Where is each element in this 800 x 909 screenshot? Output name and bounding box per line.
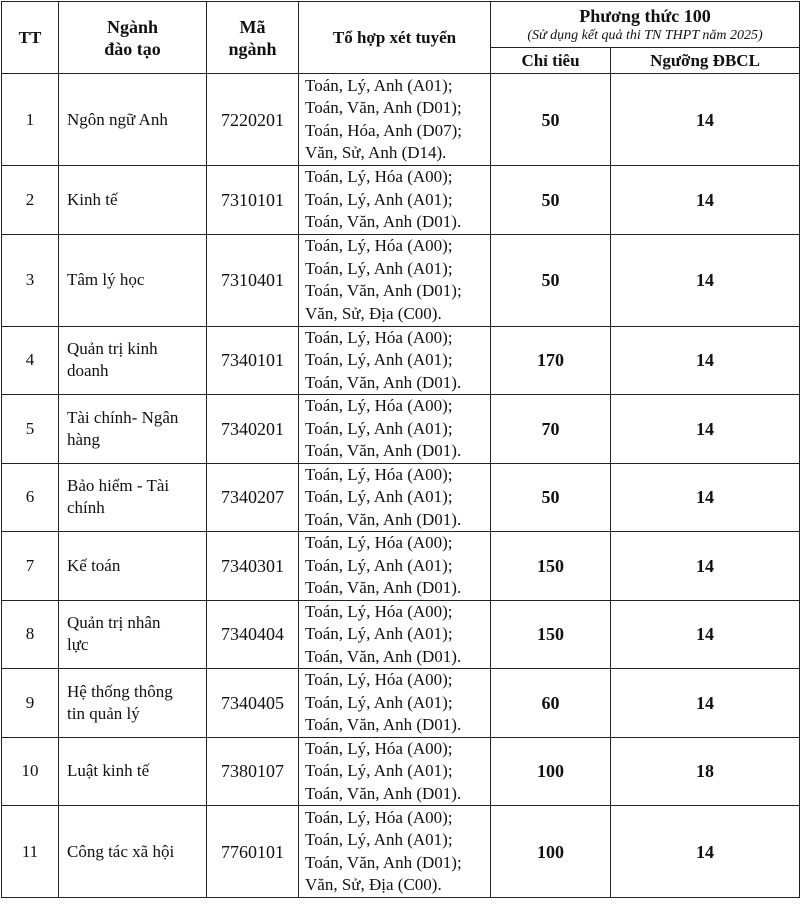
table-row [2, 669, 800, 738]
combination-line: Toán, Lý, Hóa (A00); [305, 396, 453, 415]
major-name [59, 806, 207, 898]
combination-line: Toán, Lý, Anh (A01); [305, 418, 453, 438]
major-name [59, 166, 207, 235]
row-number: 2 [2, 166, 59, 235]
subject-combinations [299, 669, 491, 738]
major-code: 7340101 [207, 326, 299, 395]
quality-threshold: 14 [611, 600, 800, 669]
row-number: 8 [2, 600, 59, 669]
quota: 60 [491, 669, 611, 738]
quality-threshold: 14 [611, 234, 800, 326]
major-code: 7340201 [207, 395, 299, 464]
quality-threshold: 14 [611, 532, 800, 601]
quota: 50 [491, 166, 611, 235]
combination-line: Toán, Văn, Anh (D01); [305, 852, 462, 872]
quota: 50 [491, 74, 611, 166]
combination-line: Toán, Văn, Anh (D01). [305, 441, 462, 460]
major-name [59, 600, 207, 669]
major-name-line: Công tác xã hội [67, 841, 175, 861]
row-number: 3 [2, 234, 59, 326]
combination-line: Toán, Lý, Hóa (A00); [305, 807, 453, 827]
major-name-line: lực [67, 635, 89, 655]
quota: 50 [491, 234, 611, 326]
header-chi-tieu: Chỉ tiêu [491, 48, 611, 74]
subject-combinations [299, 74, 491, 166]
combination-line: Văn, Sử, Địa (C00). [305, 875, 442, 894]
table-row [2, 74, 800, 166]
row-number: 6 [2, 463, 59, 532]
combination-line: Toán, Lý, Hóa (A00); [305, 738, 453, 758]
table-row [2, 395, 800, 464]
combination-line: Toán, Văn, Anh (D01); [305, 281, 462, 300]
combination-line: Toán, Văn, Anh (D01). [305, 715, 462, 734]
quota: 70 [491, 395, 611, 464]
quota: 150 [491, 600, 611, 669]
quota: 100 [491, 737, 611, 806]
combination-line: Toán, Lý, Anh (A01); [305, 75, 453, 95]
quota: 150 [491, 532, 611, 601]
header-nganh: Ngành đào tạo [59, 2, 207, 74]
combination-line: Toán, Văn, Anh (D01). [305, 783, 462, 803]
combination-line: Toán, Hóa, Anh (D07); [305, 120, 462, 140]
major-name [59, 532, 207, 601]
quality-threshold: 14 [611, 463, 800, 532]
row-number: 10 [2, 737, 59, 806]
major-code: 7340404 [207, 600, 299, 669]
major-name-line: Ngôn ngữ Anh [67, 109, 168, 129]
header-to-hop: Tổ hợp xét tuyển [299, 2, 491, 74]
quota: 170 [491, 326, 611, 395]
major-name-line: Quản trị nhân [67, 613, 161, 633]
major-name-line: chính [67, 498, 105, 518]
major-name-line: Luật kinh tế [67, 761, 150, 781]
subject-combinations [299, 395, 491, 464]
combination-line: Toán, Lý, Anh (A01); [305, 761, 453, 780]
combination-line: Toán, Lý, Hóa (A00); [305, 236, 453, 255]
table-row [2, 234, 800, 326]
combination-line: Toán, Lý, Anh (A01); [305, 350, 453, 369]
combination-line: Toán, Văn, Anh (D01); [305, 98, 462, 117]
combination-line: Toán, Lý, Anh (A01); [305, 692, 453, 712]
row-number: 4 [2, 326, 59, 395]
major-name [59, 395, 207, 464]
major-name [59, 463, 207, 532]
combination-line: Toán, Lý, Anh (A01); [305, 487, 453, 506]
major-code: 7310101 [207, 166, 299, 235]
table-row [2, 806, 800, 898]
quality-threshold: 18 [611, 737, 800, 806]
subject-combinations [299, 600, 491, 669]
admission-table [1, 1, 800, 898]
quality-threshold: 14 [611, 166, 800, 235]
quota: 100 [491, 806, 611, 898]
header-tt: TT [2, 2, 59, 74]
major-name [59, 326, 207, 395]
quality-threshold: 14 [611, 806, 800, 898]
subject-combinations [299, 737, 491, 806]
table-row [2, 600, 800, 669]
major-name-line: Bảo hiểm - Tài [67, 476, 170, 496]
major-code: 7340207 [207, 463, 299, 532]
major-code: 7760101 [207, 806, 299, 898]
major-name [59, 74, 207, 166]
row-number: 5 [2, 395, 59, 464]
major-name-line: Quản trị kinh [67, 339, 158, 359]
combination-line: Toán, Văn, Anh (D01). [305, 578, 462, 597]
subject-combinations [299, 166, 491, 235]
table-row [2, 532, 800, 601]
combination-line: Toán, Lý, Anh (A01); [305, 624, 453, 643]
table-row [2, 737, 800, 806]
combination-line: Toán, Văn, Anh (D01). [305, 212, 462, 231]
quality-threshold: 14 [611, 669, 800, 738]
major-code: 7380107 [207, 737, 299, 806]
major-name-line: doanh [67, 361, 109, 381]
row-number: 11 [2, 806, 59, 898]
combination-line: Toán, Văn, Anh (D01). [305, 509, 462, 529]
subject-combinations [299, 532, 491, 601]
header-ma-nganh: Mã ngành [207, 2, 299, 74]
major-code: 7340405 [207, 669, 299, 738]
combination-line: Toán, Văn, Anh (D01). [305, 372, 462, 392]
major-name-line: Hệ thống thông [67, 681, 173, 701]
quality-threshold: 14 [611, 395, 800, 464]
major-name-line: Kinh tế [67, 189, 118, 209]
major-name [59, 737, 207, 806]
major-name-line: Tâm lý học [67, 270, 145, 289]
row-number: 7 [2, 532, 59, 601]
combination-line: Toán, Lý, Hóa (A00); [305, 601, 453, 621]
combination-line: Toán, Lý, Anh (A01); [305, 258, 453, 278]
combination-line: Toán, Lý, Hóa (A00); [305, 327, 453, 347]
major-name-line: tin quản lý [67, 703, 140, 723]
subject-combinations [299, 234, 491, 326]
combination-line: Văn, Sử, Anh (D14). [305, 143, 447, 162]
major-name-line: hàng [67, 429, 101, 449]
quota: 50 [491, 463, 611, 532]
combination-line: Toán, Lý, Anh (A01); [305, 830, 453, 849]
combination-line: Toán, Lý, Hóa (A00); [305, 464, 453, 484]
table-row [2, 166, 800, 235]
combination-line: Toán, Văn, Anh (D01). [305, 646, 462, 666]
major-code: 7220201 [207, 74, 299, 166]
row-number: 9 [2, 669, 59, 738]
combination-line: Toán, Lý, Anh (A01); [305, 555, 453, 575]
combination-line: Toán, Lý, Hóa (A00); [305, 167, 453, 186]
combination-line: Toán, Lý, Hóa (A00); [305, 533, 453, 552]
subject-combinations [299, 326, 491, 395]
subject-combinations [299, 806, 491, 898]
combination-line: Toán, Lý, Anh (A01); [305, 189, 453, 209]
quality-threshold: 14 [611, 74, 800, 166]
header-nguong: Ngưỡng ĐBCL [611, 48, 800, 74]
combination-line: Toán, Lý, Hóa (A00); [305, 670, 453, 689]
combination-line: Văn, Sử, Địa (C00). [305, 303, 442, 323]
subject-combinations [299, 463, 491, 532]
major-name-line: Kế toán [67, 555, 121, 575]
header-phuong-thuc: Phương thức 100 (Sử dụng kết quả thi TN THPT năm 2025) [491, 2, 800, 48]
major-code: 7340301 [207, 532, 299, 601]
major-code: 7310401 [207, 234, 299, 326]
quality-threshold: 14 [611, 326, 800, 395]
major-name [59, 234, 207, 326]
major-name-line: Tài chính- Ngân [67, 407, 179, 427]
row-number: 1 [2, 74, 59, 166]
table-row [2, 326, 800, 395]
table-row [2, 463, 800, 532]
major-name [59, 669, 207, 738]
